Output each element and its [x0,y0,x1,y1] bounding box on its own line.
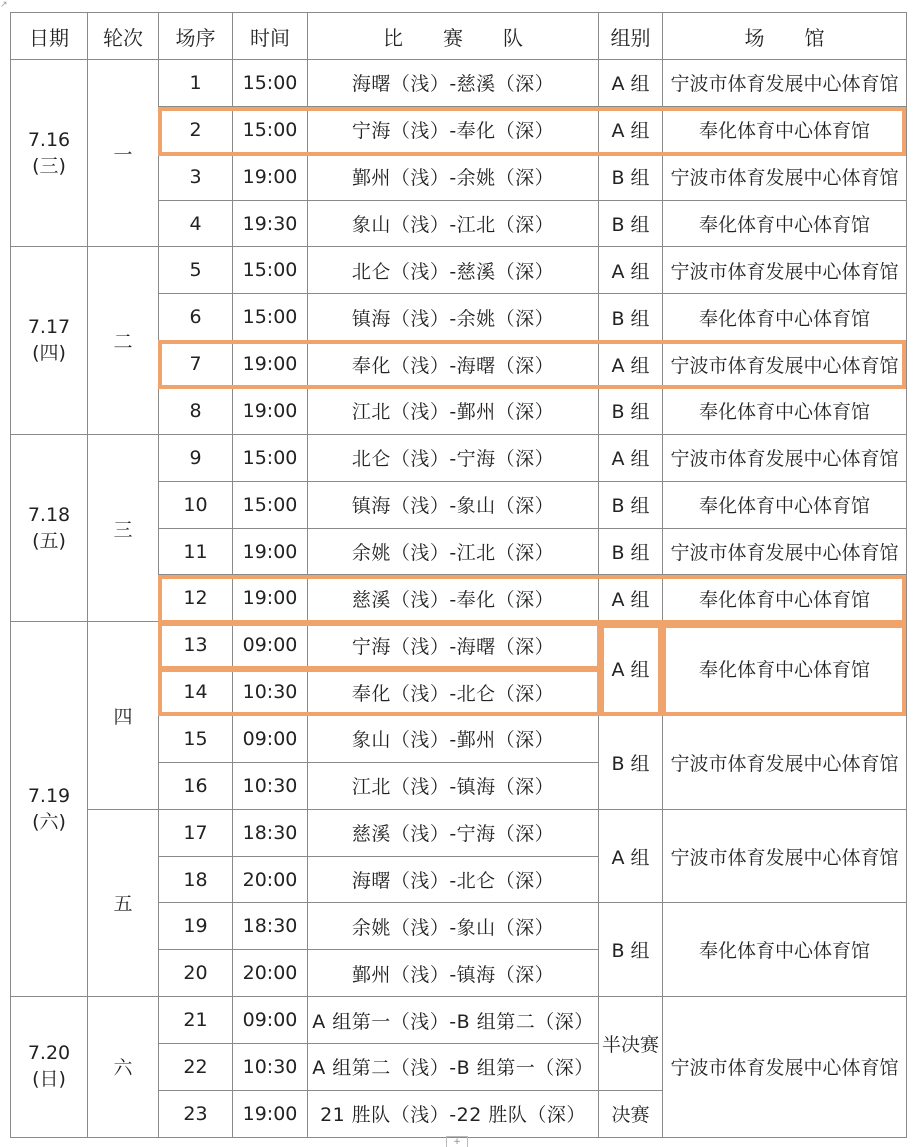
header-group: 组别 [599,13,663,60]
match-teams: 镇海（浅）-象山（深） [308,481,599,528]
header-date: 日期 [11,13,88,60]
match-time: 15:00 [233,106,308,153]
date-value: 7.16 [27,128,71,151]
match-time: 15:00 [233,294,308,341]
match-group: A 组 [599,341,663,388]
date-value: 7.19 [27,784,71,807]
header-time: 时间 [233,13,308,60]
round-cell: 四 [88,622,159,809]
match-no: 3 [159,153,233,200]
weekday: (三) [32,154,66,177]
match-venue: 宁波市体育发展中心体育馆 [663,997,907,1138]
match-group: A 组 [599,60,663,107]
match-venue: 奉化体育中心体育馆 [663,481,907,528]
match-group: B 组 [599,200,663,247]
date-value: 7.17 [27,316,71,339]
round-cell: 三 [88,434,159,621]
match-venue: 奉化体育中心体育馆 [663,294,907,341]
match-time: 10:30 [233,1044,308,1091]
match-no: 15 [159,716,233,763]
match-teams: 海曙（浅）-慈溪（深） [308,60,599,107]
match-group: A 组 [599,434,663,481]
round-cell: 五 [88,809,159,996]
match-group: B 组 [599,153,663,200]
match-venue: 奉化体育中心体育馆 [663,903,907,997]
match-time: 15:00 [233,481,308,528]
match-time: 18:30 [233,809,308,856]
match-teams: 象山（浅）-江北（深） [308,200,599,247]
match-no: 18 [159,856,233,903]
match-no: 11 [159,528,233,575]
match-teams: 慈溪（浅）-宁海（深） [308,809,599,856]
match-no: 4 [159,200,233,247]
match-group: A 组 [599,247,663,294]
match-group: B 组 [599,481,663,528]
match-teams: 鄞州（浅）-余姚（深） [308,153,599,200]
match-time: 19:00 [233,341,308,388]
weekday: (五) [32,529,66,552]
match-venue: 奉化体育中心体育馆 [663,106,907,153]
match-no: 10 [159,481,233,528]
match-no: 22 [159,1044,233,1091]
match-time: 10:30 [233,762,308,809]
match-group: B 组 [599,528,663,575]
match-no: 6 [159,294,233,341]
match-no: 13 [159,622,233,669]
match-time: 20:00 [233,950,308,997]
weekday: (日) [32,1068,66,1091]
table-row [11,60,907,107]
match-no: 14 [159,669,233,716]
date-value: 7.18 [27,503,71,526]
table-row [11,997,907,1044]
match-venue: 宁波市体育发展中心体育馆 [663,153,907,200]
match-venue: 奉化体育中心体育馆 [663,388,907,435]
table-row [11,622,907,669]
match-venue: 宁波市体育发展中心体育馆 [663,528,907,575]
match-teams: 宁海（浅）-奉化（深） [308,106,599,153]
match-group: 决赛 [599,1090,663,1137]
date-cell [11,434,88,621]
match-teams: 21 胜队（浅）-22 胜队（深） [308,1090,599,1137]
match-teams: 象山（浅）-鄞州（深） [308,716,599,763]
match-group: 半决赛 [599,997,663,1091]
match-venue: 宁波市体育发展中心体育馆 [663,434,907,481]
match-group: A 组 [599,622,663,716]
match-no: 1 [159,60,233,107]
round-cell: 一 [88,60,159,247]
match-time: 10:30 [233,669,308,716]
schedule-table [10,12,907,1138]
match-venue: 奉化体育中心体育馆 [663,200,907,247]
match-teams: 慈溪（浅）-奉化（深） [308,575,599,622]
match-group: B 组 [599,388,663,435]
match-venue: 宁波市体育发展中心体育馆 [663,809,907,903]
match-time: 19:00 [233,1090,308,1137]
round-cell: 六 [88,997,159,1138]
match-teams: A 组第二（浅）-B 组第一（深） [308,1044,599,1091]
match-group: A 组 [599,106,663,153]
match-time: 15:00 [233,60,308,107]
match-no: 17 [159,809,233,856]
match-no: 20 [159,950,233,997]
bottom-marker: + [446,1136,468,1147]
match-teams: 鄞州（浅）-镇海（深） [308,950,599,997]
header-teams: 比 赛 队 [308,13,599,60]
match-group: A 组 [599,575,663,622]
match-teams: 镇海（浅）-余姚（深） [308,294,599,341]
match-venue: 宁波市体育发展中心体育馆 [663,247,907,294]
corner-mark: ↗ [0,0,8,10]
match-group: B 组 [599,903,663,997]
match-group: B 组 [599,294,663,341]
match-teams: 余姚（浅）-象山（深） [308,903,599,950]
table-row [11,809,907,856]
header-round: 轮次 [88,13,159,60]
match-group: B 组 [599,716,663,810]
match-venue: 宁波市体育发展中心体育馆 [663,341,907,388]
match-teams: 余姚（浅）-江北（深） [308,528,599,575]
match-no: 21 [159,997,233,1044]
match-time: 19:30 [233,200,308,247]
match-time: 15:00 [233,247,308,294]
match-no: 12 [159,575,233,622]
match-no: 9 [159,434,233,481]
match-time: 19:00 [233,388,308,435]
match-no: 23 [159,1090,233,1137]
match-time: 19:00 [233,575,308,622]
date-cell [11,622,88,997]
header-order: 场序 [159,13,233,60]
match-teams: 江北（浅）-镇海（深） [308,762,599,809]
match-teams: 奉化（浅）-北仑（深） [308,669,599,716]
match-group: A 组 [599,809,663,903]
weekday: (四) [32,342,66,365]
match-time: 09:00 [233,622,308,669]
match-teams: 江北（浅）-鄞州（深） [308,388,599,435]
date-cell [11,60,88,247]
match-teams: 海曙（浅）-北仑（深） [308,856,599,903]
match-teams: 宁海（浅）-海曙（深） [308,622,599,669]
weekday: (六) [32,810,66,833]
match-no: 7 [159,341,233,388]
match-time: 09:00 [233,997,308,1044]
date-cell [11,247,88,434]
table-row [11,247,907,294]
date-value: 7.20 [27,1042,71,1065]
match-venue: 奉化体育中心体育馆 [663,575,907,622]
round-cell: 二 [88,247,159,434]
match-venue: 宁波市体育发展中心体育馆 [663,60,907,107]
match-venue: 宁波市体育发展中心体育馆 [663,716,907,810]
match-time: 19:00 [233,528,308,575]
match-teams: A 组第一（浅）-B 组第二（深） [308,997,599,1044]
match-venue: 奉化体育中心体育馆 [663,622,907,716]
header-row [11,13,907,60]
match-no: 16 [159,762,233,809]
date-cell [11,997,88,1138]
match-time: 19:00 [233,153,308,200]
match-teams: 奉化（浅）-海曙（深） [308,341,599,388]
match-teams: 北仑（浅）-慈溪（深） [308,247,599,294]
match-no: 2 [159,106,233,153]
match-time: 15:00 [233,434,308,481]
match-no: 8 [159,388,233,435]
header-venue: 场 馆 [663,13,907,60]
table-row [11,434,907,481]
match-time: 18:30 [233,903,308,950]
match-time: 20:00 [233,856,308,903]
match-no: 5 [159,247,233,294]
match-teams: 北仑（浅）-宁海（深） [308,434,599,481]
match-time: 09:00 [233,716,308,763]
match-no: 19 [159,903,233,950]
